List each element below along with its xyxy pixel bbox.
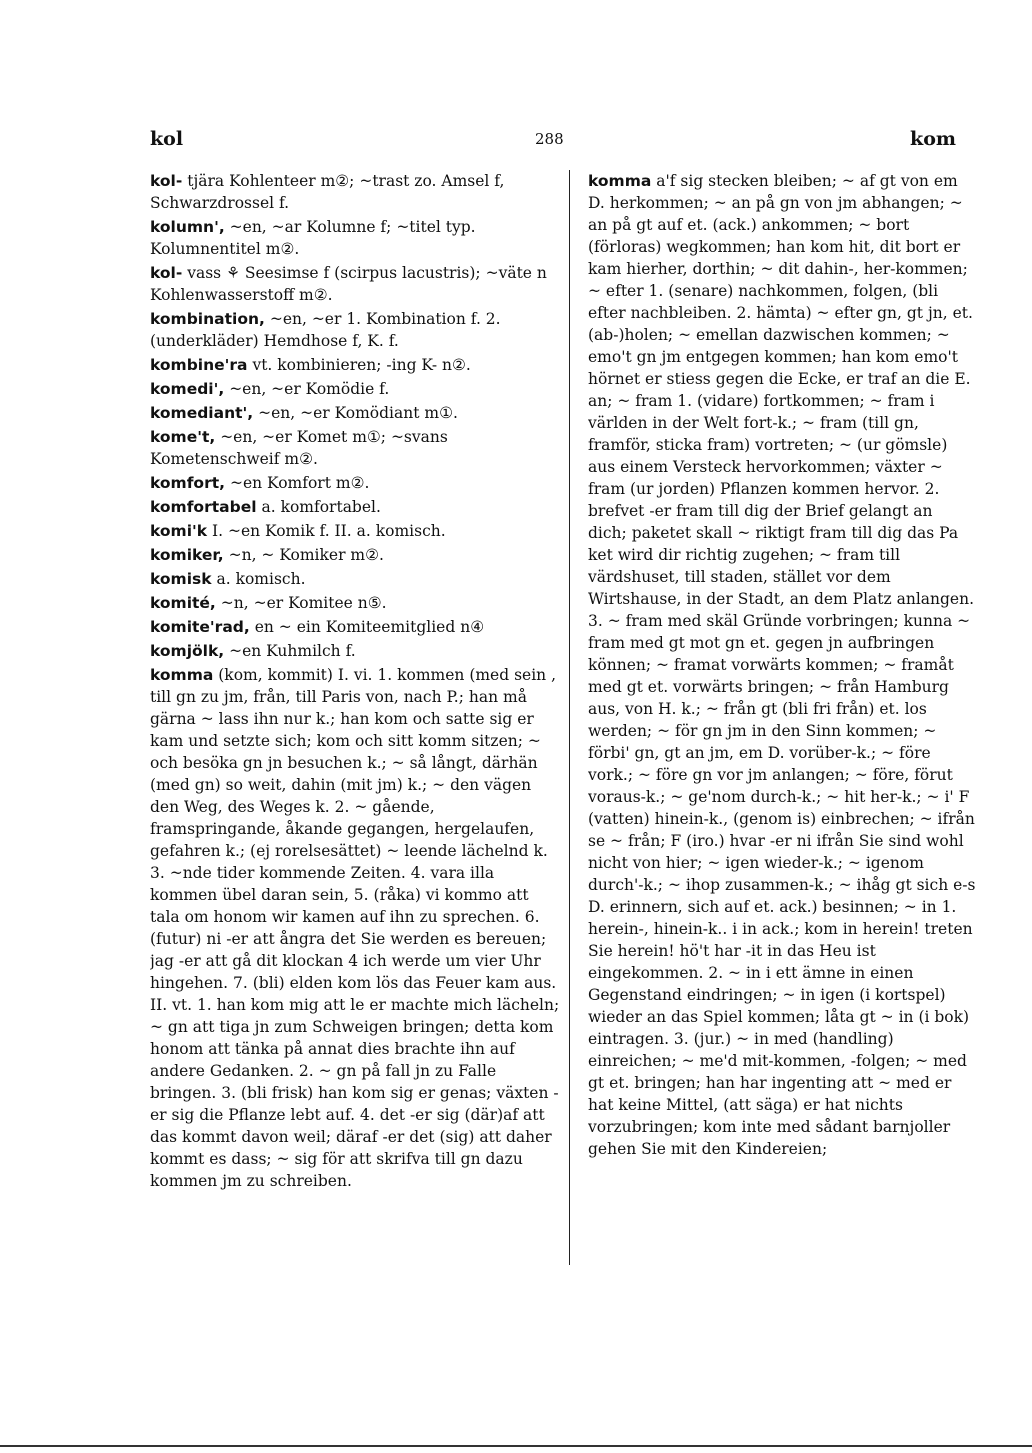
dictionary-entry xyxy=(150,496,560,518)
entry-headword: kol- xyxy=(150,264,183,282)
dictionary-entry xyxy=(150,592,560,614)
entry-headword: kol- xyxy=(150,172,183,190)
dictionary-entry xyxy=(150,216,560,260)
dictionary-entry xyxy=(150,378,560,400)
entry-headword: komedi', xyxy=(150,380,225,398)
entry-text: vass ⚘ Seesimse f (scirpus lacustris); ~väte n Kohlenwasserstoff m②. xyxy=(150,264,547,304)
dictionary-entry xyxy=(150,520,560,542)
dictionary-entry xyxy=(150,664,560,1192)
left-column xyxy=(150,170,560,1270)
dictionary-entry xyxy=(150,616,560,638)
entry-text: ~n, ~er Komitee n⑤. xyxy=(220,594,387,612)
entry-headword: komite'rad, xyxy=(150,618,250,636)
dictionary-entry xyxy=(150,308,560,352)
dictionary-entry xyxy=(150,426,560,470)
entry-text: a. komisch. xyxy=(216,570,306,588)
dictionary-entry xyxy=(150,354,560,376)
entry-text: tjära Kohlenteer m②; ~trast zo. Amsel f, Schwarzdrossel f. xyxy=(150,172,505,212)
entry-text: ~en Kuhmilch f. xyxy=(229,642,356,660)
dictionary-entry xyxy=(150,640,560,662)
column-divider xyxy=(569,170,570,1265)
entry-headword: kolumn', xyxy=(150,218,225,236)
entry-headword: komiker, xyxy=(150,546,224,564)
dictionary-entry xyxy=(150,262,560,306)
entry-text: I. ~en Komik f. II. a. komisch. xyxy=(212,522,446,540)
running-head-right: kom xyxy=(910,128,956,150)
dictionary-entry xyxy=(150,544,560,566)
scan-edge-line xyxy=(0,1445,1032,1447)
entry-text: ~en, ~er 1. Kombination f. 2. (underkläder) Hemdhose f, K. f. xyxy=(150,310,501,350)
entry-text: en ~ ein Komiteemitglied n④ xyxy=(254,618,485,636)
dictionary-entry xyxy=(150,568,560,590)
entry-headword: komisk xyxy=(150,570,212,588)
entry-headword: komfortabel xyxy=(150,498,257,516)
entry-headword: komediant', xyxy=(150,404,254,422)
entry-headword: komi'k xyxy=(150,522,208,540)
entry-headword: komité, xyxy=(150,594,216,612)
entry-text: ~en, ~er Komödiant m①. xyxy=(258,404,458,422)
entry-text: a'f sig stecken bleiben; ~ af gt von em D. herkommen; ~ an på gn von jm abhangen; ~ an på gt auf et. (ack.) ankommen; ~ bort (förloras) wegkommen; han kom hit, dit bort er kam hierher, dorthin; ~ dit dahin-, her-kommen; ~ efter 1. (senare) nachkommen, folgen, (bli efter nachbleiben. 2. hämta) ~ efter gn, gt jn, et. (ab-)holen; ~ emellan dazwischen kommen; ~ emo't gn jm entgegen kommen; han kom emo't hörnet er stiess gegen die Ecke, er traf an die E. an; ~ fram 1. (vidare) fortkommen; ~ fram i världen in der Welt fort-k.; ~ fram (till gn, framför, sticka fram) vortreten; ~ (ur gömsle) aus einem Versteck hervorkommen; växter ~ fram (ur jorden) Pflanzen kommen hervor. 2. brefvet -er fram till dig der Brief gelangt an dich; paketet skall ~ riktigt fram till dig das Pa ket wird dir richtig zugehen; ~ fram till värdshuset, till staden, stället vor dem Wirtshause, in der Stadt, an dem Platz anlangen. 3. ~ fram med skäl Gründe vorbringen; kunna ~ fram med gt mot gn et. gegen jn aufbringen können; ~ framat vorwärts kommen; ~ framåt med gt et. vorwärts bringen; ~ från Hamburg aus, von H. k.; ~ från gt (bli fri från) et. los werden; ~ för gn jm in den Sinn kommen; ~ förbi' gn, gt an jm, em D. vorüber-k.; ~ före vork.; ~ före gn vor jm anlangen; ~ före, förut voraus-k.; ~ ge'nom durch-k.; ~ hit her-k.; ~ i' F (vatten) hinein-k., (genom is) einbrechen; ~ ifrån se ~ från; F (iro.) hvar -er ni ifrån Sie sind wohl nicht von hier; ~ igen wieder-k.; ~ igenom durch'-k.; ~ ihop zusammen-k.; ~ ihåg gt sich e-s D. erinnern, sich auf et. ack.) besinnen; ~ in 1. herein-, hinein-k.. i in ack.; kom in herein! treten Sie herein! hö't har -it in das Heu ist eingekommen. 2. ~ in i ett ämne in einen Gegenstand eindringen; ~ in igen (i kortspel) wieder an das Spiel kommen; låta gt ~ in (i bok) eintragen. 3. (jur.) ~ in med (handling) einreichen; ~ me'd mit-kommen, -folgen; ~ med gt et. bringen; han har ingenting att ~ med er hat keine Mittel, (att säga) er hat nichts vorzubringen; kom inte med sådant barnjoller gehen Sie mit den Kindereien; xyxy=(588,172,976,1158)
entry-headword: kombination, xyxy=(150,310,265,328)
entry-text: ~en, ~ar Kolumne f; ~titel typ. Kolumnentitel m②. xyxy=(150,218,476,258)
entry-headword: kombine'ra xyxy=(150,356,248,374)
entry-text: ~en, ~er Komödie f. xyxy=(229,380,390,398)
entry-text: ~en, ~er Komet m①; ~svans Kometenschweif m②. xyxy=(150,428,448,468)
entry-text: a. komfortabel. xyxy=(261,498,381,516)
page-number: 288 xyxy=(535,130,564,148)
entry-text: ~en Komfort m②. xyxy=(229,474,370,492)
dictionary-entry xyxy=(150,472,560,494)
entry-headword: komfort, xyxy=(150,474,226,492)
entry-headword: komma xyxy=(588,172,652,190)
entry-text: (kom, kommit) I. vi. 1. kommen (med sein , till gn zu jm, från, till Paris von, nach P.; han må gärna ~ lass ihn nur k.; han kom och satte sig er kam und setzte sich; kom och sitt komm sitzen; ~ och besöka gn jn besuchen k.; ~ så långt, därhän (med gn) so weit, dahin (mit jm) k.; ~ den vägen den Weg, des Weges k. 2. ~ gående, framspringande, åkande gegangen, hergelaufen, gefahren k.; (ej rorelsesättet) ~ leende lächelnd k. 3. ~nde tider kommende Zeiten. 4. vara illa kommen übel daran sein, 5. (råka) vi kommo att tala om honom wir kamen auf ihn zu sprechen. 6. (futur) ni -er att ångra det Sie werden es bereuen; jag -er att gå dit klockan 4 ich werde um vier Uhr hingehen. 7. (bli) elden kom lös das Feuer kam aus. II. vt. 1. han kom mig att le er machte mich lächeln; ~ gn att tiga jn zum Schweigen bringen; detta kom honom att tänka på annat dies brachte ihn auf andere Gedanken. 2. ~ gn på fall jn zu Falle bringen. 3. (bli frisk) han kom sig er genas; växten -er sig die Pflanze lebt auf. 4. det -er sig (där)af att das kommt davon weil; däraf -er det (sig) att daher kommt es dass; ~ sig för att skrifva till gn dazu kommen jm zu schreiben. xyxy=(150,666,560,1190)
entry-headword: komjölk, xyxy=(150,642,225,660)
entry-headword: kome't, xyxy=(150,428,216,446)
entry-text: ~n, ~ Komiker m②. xyxy=(228,546,384,564)
dictionary-entry xyxy=(150,402,560,424)
running-head-left: kol xyxy=(150,128,184,150)
entry-text: vt. kombinieren; -ing K- n②. xyxy=(252,356,471,374)
dictionary-entry xyxy=(150,170,560,214)
page-header xyxy=(150,128,956,152)
entry-headword: komma xyxy=(150,666,214,684)
dictionary-entry xyxy=(588,170,976,1160)
right-column xyxy=(588,170,976,1270)
